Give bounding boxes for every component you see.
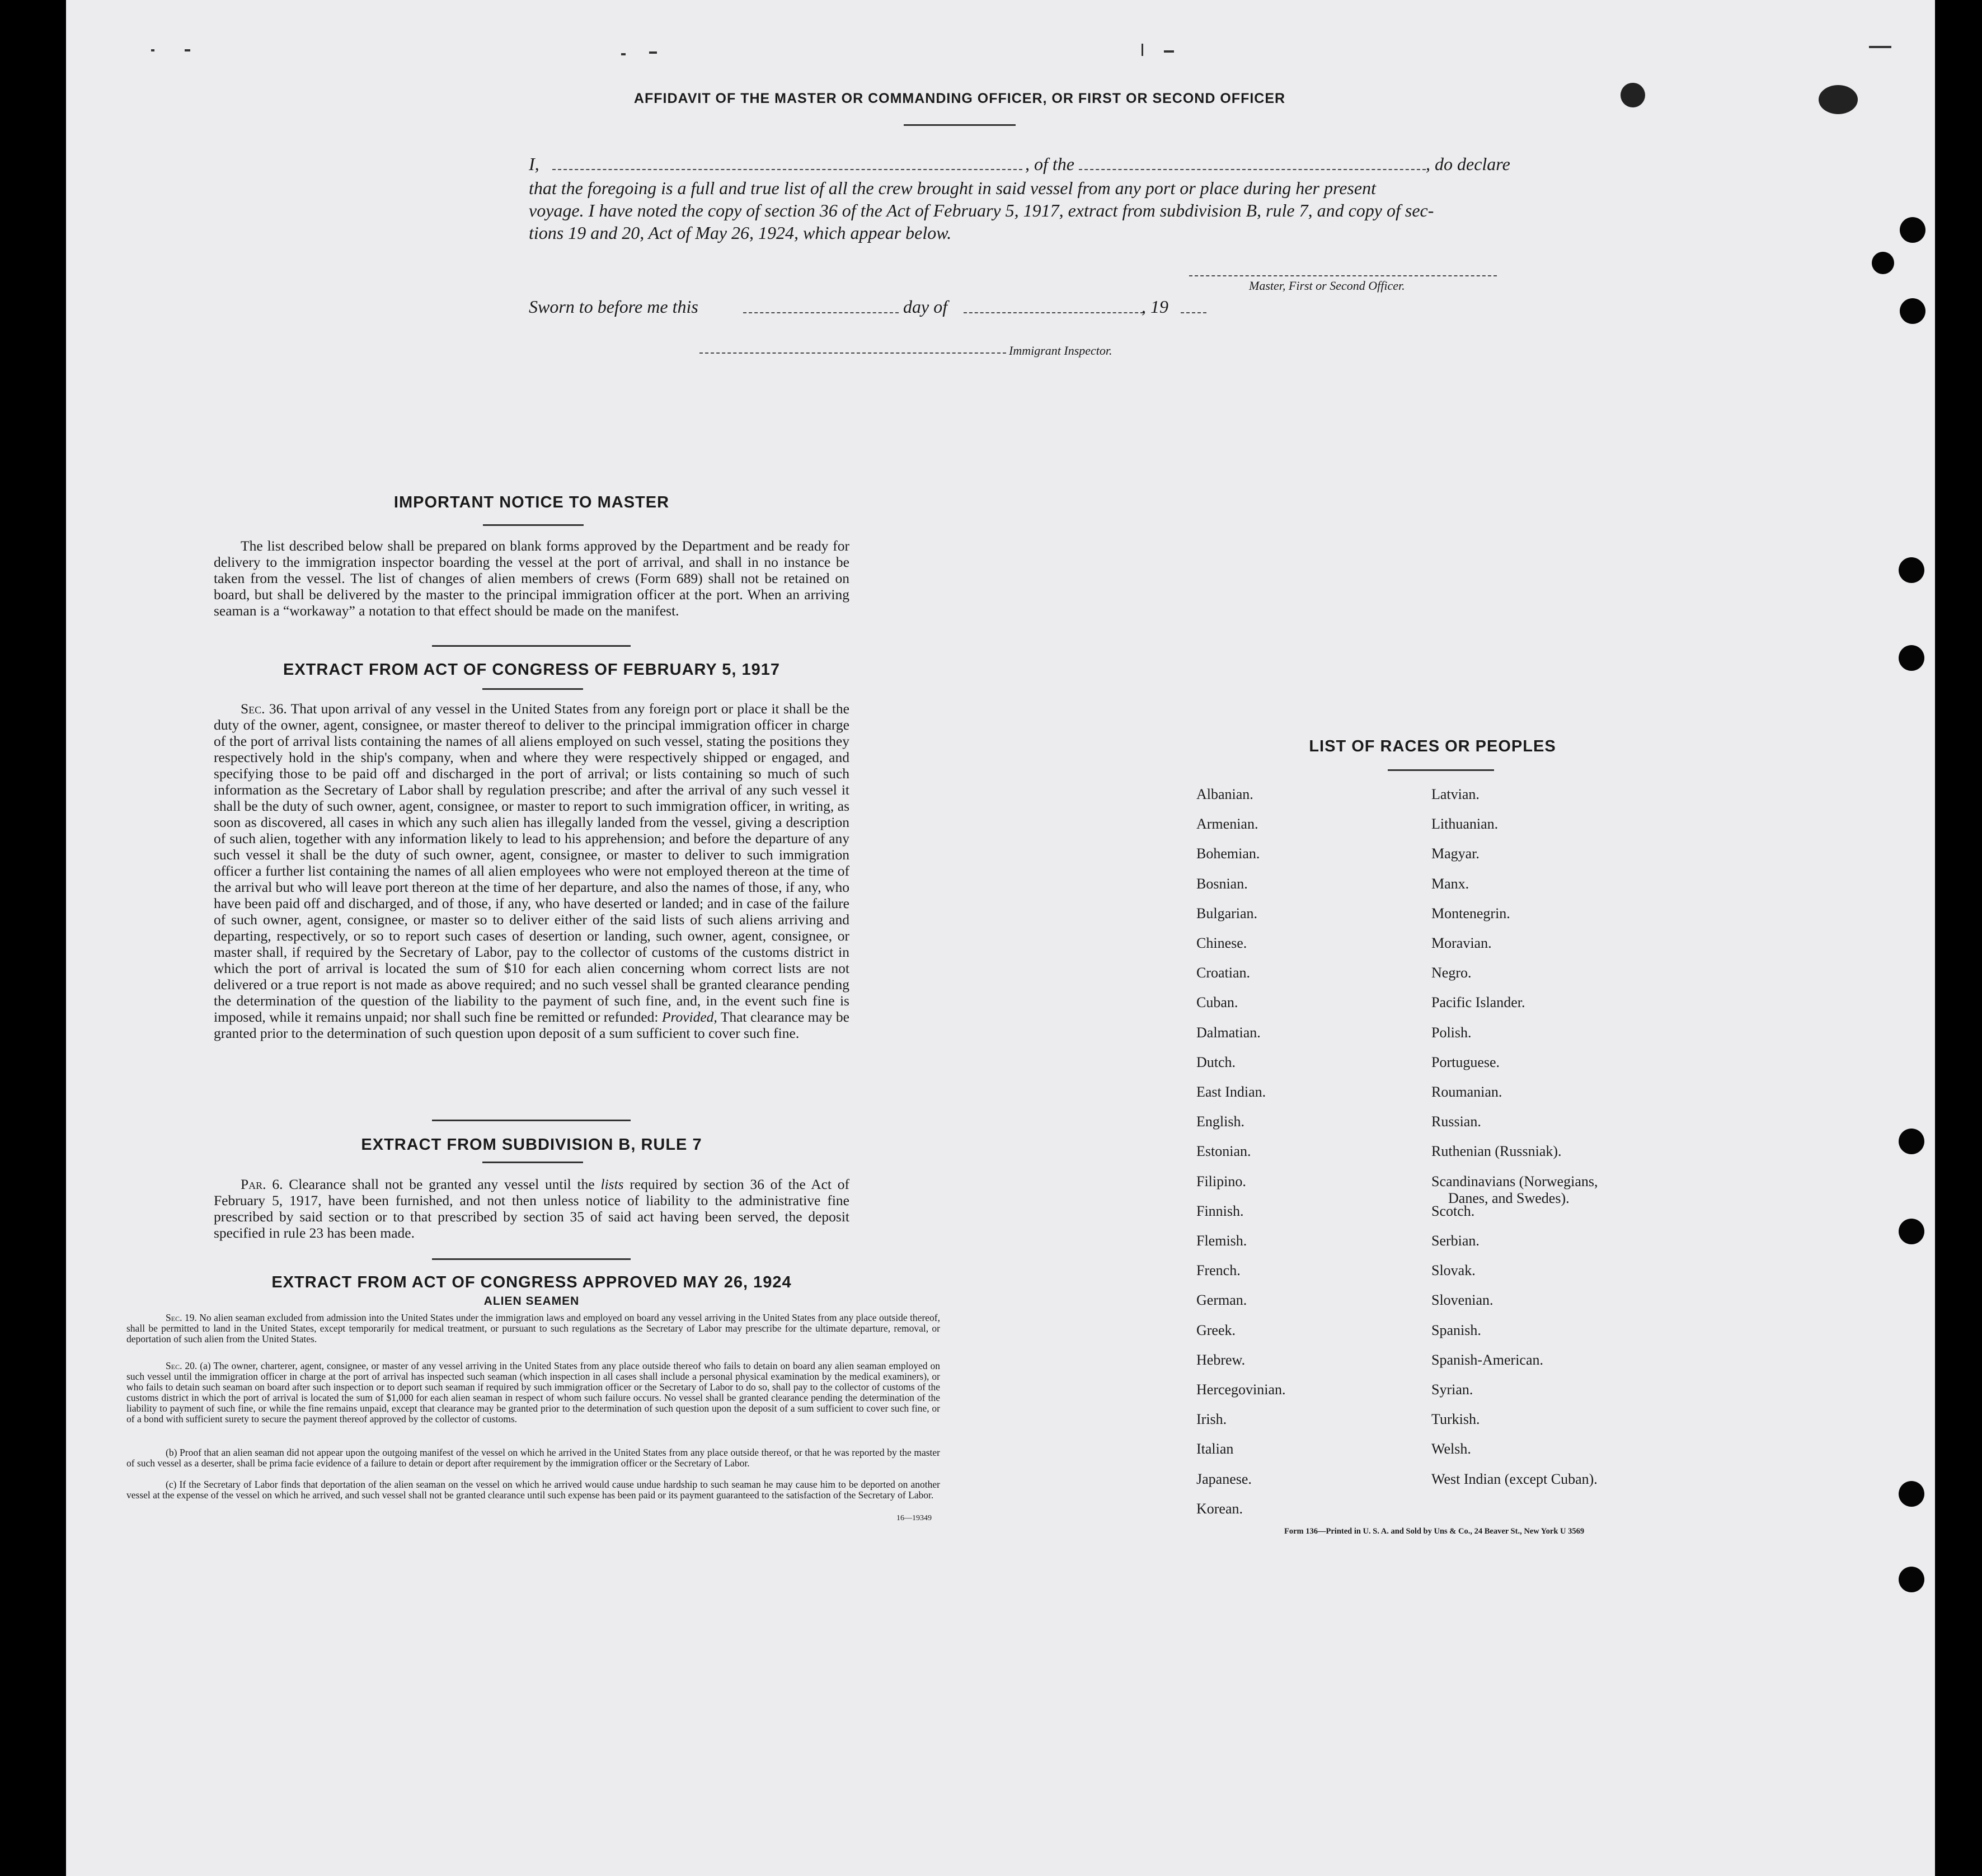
act-1917-title: EXTRACT FROM ACT OF CONGRESS OF FEBRUARY 5, 1917 xyxy=(283,661,781,679)
race-item: Chinese. xyxy=(1196,935,1247,951)
race-item: Manx. xyxy=(1431,875,1469,892)
day-blank xyxy=(743,312,899,313)
affidavit-title: AFFIDAVIT OF THE MASTER OR COMMANDING OFFICER, OR FIRST OR SECOND OFFICER xyxy=(633,91,1286,106)
race-item: Welsh. xyxy=(1431,1441,1471,1457)
sec-20a-paragraph xyxy=(126,1361,940,1424)
binder-hole xyxy=(1900,217,1925,243)
scan-speck xyxy=(621,53,626,55)
race-item: Flemish. xyxy=(1196,1233,1247,1249)
scan-speck xyxy=(185,49,190,51)
divider xyxy=(483,524,584,526)
sec-20b-text: (b) Proof that an alien seaman did not appear upon the outgoing manifest of the vessel on which he arrived in the United States from any place outside thereof, or that he was reported by the master of such vessel as a deserter, shall be prima facie evidence of a failure to detain or deport after requirement by the immigration officer or the Secretary of Labor. xyxy=(126,1447,940,1469)
par-6-label: Par. 6. xyxy=(241,1176,283,1192)
page-code: 16—19349 xyxy=(896,1514,932,1522)
affidavit-i-label: I, xyxy=(529,154,539,174)
binder-hole xyxy=(1899,1219,1924,1244)
race-item: Hebrew. xyxy=(1196,1351,1246,1368)
race-item: Pacific Islander. xyxy=(1431,994,1525,1011)
race-item: Dutch. xyxy=(1196,1054,1236,1070)
race-item: Negro. xyxy=(1431,965,1472,981)
sec-19-label: Sec. 19. xyxy=(166,1312,197,1323)
divider xyxy=(1388,769,1494,771)
inspector-signature-blank xyxy=(699,352,1006,354)
act-1924-title: EXTRACT FROM ACT OF CONGRESS APPROVED MAY 26, 1924 xyxy=(271,1273,792,1291)
race-item: Cuban. xyxy=(1196,994,1238,1011)
race-item: Spanish-American. xyxy=(1431,1351,1544,1368)
sec-19-text: No alien seaman excluded from admission into the United States under the immigration laws and employed on board any vessel arriving in the United States from any place outside thereof, shall be permitted to land in the United States, except temporarily for medical treatment, or pursuant to such regulations as the Secretary of Labor may prescribe for the ultimate departure, removal, or deportation of such alien from the United States. xyxy=(126,1312,940,1344)
race-item: Lithuanian. xyxy=(1431,816,1499,833)
day-of-label: day of xyxy=(903,297,948,317)
sec-36-text-a: That upon arrival of any vessel in the United States from any foreign port or place it shall be the duty of the owner, agent, consignee, or master thereof to deliver to the principal immigration officer in charge of the port of arrival lists containing the names of all aliens employed on such vessel, stating the positions they respectively hold in the ship's company, when and where they were respectively shipped or engaged, and specifying those to be paid off and discharged in the port of arrival; or lists containing so much of such information as the Secretary of Labor shall by regulation prescribe; and after the arrival of any such vessel it shall be the duty of such owner, agent, consignee, or master to report to such immigration officer, in writing, as soon as discovered, all cases in which any such alien has illegally landed from the vessel, giving a description of such alien, together with any information likely to lead to his apprehension; and before the departure of any such vessel it shall be the duty of such owner, agent, consignee, or master to deliver to such immigration officer a further list containing the names of all alien employees who were not employed thereon at the time of the arrival but who will leave port thereon at the time of her departure, and also the names of those, if any, who have been paid off and discharged, and of those, if any, who have deserted or landed; and in case of the failure of such owner, agent, consignee, or master so to deliver either of the said lists of such aliens arriving and departing, respectively, or so to report such cases of desertion or landing, such owner, agent, consignee, or master shall, if required by the Secretary of Labor, pay to the collector of customs of the customs district in which the port of arrival is located the sum of $10 for each alien concerning whom correct lists are not delivered or a true report is not made as above required; and no such vessel shall be granted clearance pending the determination of the question of the liability to the payment of such fine, and, in the event such fine is imposed, while it remains unpaid; nor shall such fine be remitted or refunded: xyxy=(214,700,849,1025)
scan-speck xyxy=(151,49,154,51)
race-item: Bohemian. xyxy=(1196,845,1260,862)
race-item: Filipino. xyxy=(1196,1173,1246,1189)
year-blank xyxy=(1181,312,1206,313)
race-item: Portuguese. xyxy=(1431,1054,1500,1070)
rule-7-title: EXTRACT FROM SUBDIVISION B, RULE 7 xyxy=(361,1136,702,1154)
divider xyxy=(432,1258,631,1260)
binder-hole xyxy=(1899,1481,1924,1507)
sec-20-label: Sec. 20. xyxy=(166,1360,198,1371)
scan-speck xyxy=(649,51,657,54)
affidavit-line-1 xyxy=(529,154,539,175)
race-item: Danes, and Swedes). xyxy=(1448,1189,1570,1206)
vessel-blank xyxy=(1079,169,1426,170)
name-blank xyxy=(552,169,1022,170)
binder-hole xyxy=(1900,298,1925,324)
race-item: Russian. xyxy=(1431,1113,1481,1130)
race-item: Moravian. xyxy=(1431,935,1492,951)
races-title: LIST OF RACES OR PEOPLES xyxy=(1309,737,1556,755)
form-footer: Form 136—Printed in U. S. A. and Sold by Uns & Co., 24 Beaver St., New York U 3569 xyxy=(1284,1527,1585,1536)
race-item: Slovenian. xyxy=(1431,1292,1493,1309)
race-item: Scandinavians (Norwegians, xyxy=(1431,1173,1598,1189)
ink-blot xyxy=(1621,83,1645,107)
sworn-before-label: Sworn to before me this xyxy=(529,297,698,317)
race-item: French. xyxy=(1196,1262,1241,1279)
act-1917-body xyxy=(214,700,849,1041)
sec-19-paragraph xyxy=(126,1313,940,1344)
sec-20c-text: (c) If the Secretary of Labor finds that deportation of the alien seaman on the vessel on which he arrived would cause undue hardship to such seaman he may cause him to be deported on another vessel at the expense of the vessel on which he arrived, and such vessel shall not be granted clearance until such expense has been paid or its payment guaranteed to the satisfaction of the Secretary of Labor. xyxy=(126,1479,940,1501)
binder-hole xyxy=(1899,645,1924,671)
affidavit-line-3: voyage. I have noted the copy of section 36 of the Act of February 5, 1917, extract from subdivision B, rule 7, and copy of sec- xyxy=(529,200,1434,220)
binder-hole xyxy=(1899,1567,1924,1592)
divider xyxy=(904,124,1016,126)
affidavit-line-2: that the foregoing is a full and true list of all the crew brought in said vessel from any port or place during her present xyxy=(529,178,1376,198)
race-item: Greek. xyxy=(1196,1322,1236,1338)
race-item: Magyar. xyxy=(1431,845,1480,862)
scan-speck xyxy=(1142,44,1143,56)
race-item: Ruthenian (Russniak). xyxy=(1431,1143,1562,1160)
race-item: Turkish. xyxy=(1431,1411,1480,1428)
lists-word: lists xyxy=(600,1176,624,1192)
race-item: Latvian. xyxy=(1431,786,1480,802)
notice-title: IMPORTANT NOTICE TO MASTER xyxy=(393,493,670,511)
ink-blot xyxy=(1819,85,1858,114)
race-item: Spanish. xyxy=(1431,1322,1481,1338)
race-item: German. xyxy=(1196,1292,1247,1309)
master-caption: Master, First or Second Officer. xyxy=(1249,279,1405,293)
race-item: Serbian. xyxy=(1431,1233,1480,1249)
divider xyxy=(482,1162,583,1163)
rule-7-body xyxy=(214,1176,849,1241)
race-item: Albanian. xyxy=(1196,786,1253,802)
race-item: Italian xyxy=(1196,1441,1234,1457)
race-item: Korean. xyxy=(1196,1500,1243,1517)
master-signature-blank xyxy=(1189,275,1497,276)
race-item: Estonian. xyxy=(1196,1143,1251,1160)
race-item: Japanese. xyxy=(1196,1470,1252,1487)
divider xyxy=(482,688,583,690)
race-item: Irish. xyxy=(1196,1411,1227,1428)
race-item: Hercegovinian. xyxy=(1196,1381,1286,1398)
race-item: Roumanian. xyxy=(1431,1084,1502,1100)
sec-20c-paragraph xyxy=(126,1479,940,1501)
sec-36-label: Sec. 36. xyxy=(241,700,287,717)
affidavit-of-the: , of the xyxy=(1025,154,1074,174)
race-item: Syrian. xyxy=(1431,1381,1473,1398)
race-item: Bosnian. xyxy=(1196,875,1248,892)
alien-seamen-subtitle: ALIEN SEAMEN xyxy=(483,1295,580,1308)
month-blank xyxy=(964,312,1144,313)
race-item: Slovak. xyxy=(1431,1262,1476,1279)
affidavit-line-4: tions 19 and 20, Act of May 26, 1924, which appear below. xyxy=(529,223,952,243)
race-item: Croatian. xyxy=(1196,965,1251,981)
sec-36-text-b: That clearance may be granted prior to the determination of such question upon deposit of a sum sufficient to cover such fine. xyxy=(214,1009,849,1041)
affidavit-declare: , do declare xyxy=(1426,154,1510,174)
binder-hole xyxy=(1899,557,1924,583)
provided-word: Provided, xyxy=(661,1009,717,1025)
year-prefix: , 19 xyxy=(1142,297,1168,317)
rule-7-text-b: required by section 36 of the Act of February 5, 1917, have been furnished, and not then unless notice of liability to the administrative fine prescribed by said section or to that prescribed by section 35 of said act having been served, the deposit specified in rule 23 has been made. xyxy=(214,1176,850,1241)
sec-20a-text: (a) The owner, charterer, agent, consignee, or master of any vessel arriving in the United States from any place outside thereof who fails to detain on board any alien seaman employed on such vessel until the immigration officer in charge at the port of arrival has inspected such seaman (which inspection in all cases shall include a personal physical examination by the medical examiners), or who fails to detain such seaman on board after such inspection or to deport such seaman if required by such immigration officer or the Secretary of Labor to do so, shall pay to the collector of customs of the customs district in which the port of arrival is located the sum of $1,000 for each alien seaman in respect of whom such failure occurs. No vessel shall be granted clearance pending the determination of the liability to payment of such fine, or while the fine remains unpaid, except that clearance may be granted prior to the determination of such question upon the deposit of a sum sufficient to cover such fine, or of a bond with sufficient surety to secure the payment thereof approved by the collector of customs. xyxy=(126,1360,940,1424)
race-item: East Indian. xyxy=(1196,1084,1266,1100)
rule-7-text-a: Clearance shall not be granted any vessel until the xyxy=(289,1176,595,1192)
race-item: English. xyxy=(1196,1113,1244,1130)
scan-speck xyxy=(1869,46,1891,48)
divider xyxy=(432,645,631,647)
race-item: West Indian (except Cuban). xyxy=(1431,1470,1598,1487)
binder-hole xyxy=(1872,252,1894,274)
divider xyxy=(432,1120,631,1121)
race-item: Bulgarian. xyxy=(1196,905,1258,921)
sec-20b-paragraph xyxy=(126,1447,940,1469)
race-item: Finnish. xyxy=(1196,1202,1244,1219)
race-item: Armenian. xyxy=(1196,816,1258,833)
race-item: Montenegrin. xyxy=(1431,905,1510,921)
notice-body xyxy=(214,538,849,619)
race-item: Polish. xyxy=(1431,1024,1472,1041)
notice-text: The list described below shall be prepared on blank forms approved by the Department and be ready for delivery to the immigration inspector boarding the vessel at the port of arrival, and shall in no instance be taken from the vessel. The list of changes of alien members of crews (Form 689) shall not be retained on board, but shall be delivered by the master to the principal immigration officer at the port. When an arriving seaman is a “workaway” a notation to that effect should be made on the manifest. xyxy=(214,538,849,619)
race-item: Scotch. xyxy=(1431,1202,1475,1219)
binder-hole xyxy=(1899,1129,1924,1154)
inspector-caption: Immigrant Inspector. xyxy=(1009,344,1112,358)
scan-speck xyxy=(1164,50,1174,53)
race-item: Dalmatian. xyxy=(1196,1024,1261,1041)
